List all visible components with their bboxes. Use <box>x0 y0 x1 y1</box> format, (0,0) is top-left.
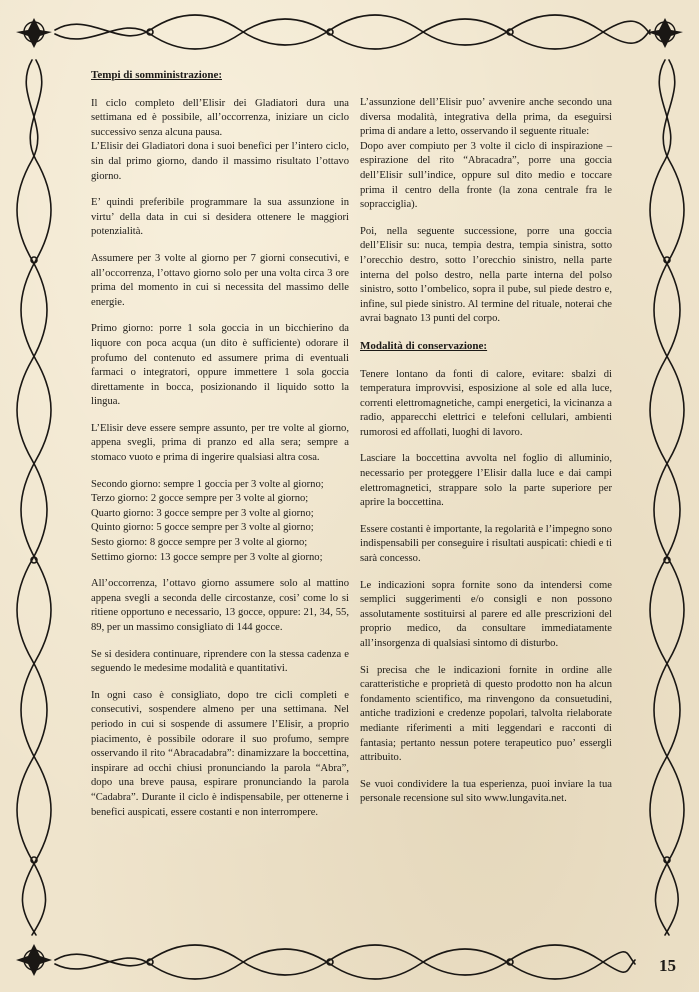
heading-storage: Modalità di conservazione: <box>360 339 488 352</box>
paragraph: Poi, nella seguente successione, porre una goccia dell’Elisir su: nuca, tempia destra, tempia sinistra, sotto l’orecchio destro, sotto l’orecchio sinistro, nella parte interna del polso destro, nella parte interna del polso sinistro, sotto l’ombelico, sopra il pube, sul piede destro e, infine, sul piede sinistro. Al termine del rituale, noterai che avrai bagnato 13 punti del corpo. <box>360 225 612 325</box>
paragraph: L’Elisir deve essere sempre assunto, per tre volte al giorno, appena svegli, prima di pranzo ed alla sera; sempre a stomaco vuoto e prima di ingerire qualsiasi altra cosa. <box>91 422 349 464</box>
heading-administration-times: Tempi di somministrazione: <box>91 69 222 81</box>
paragraph: Essere costanti è importante, la regolarità e l’impegno sono indispensabili per conseguire i risultati auspicati: chiedi e ti sarà concesso. <box>360 523 612 565</box>
paragraph: E’ quindi preferibile programmare la sua assunzione in virtu’ della data in cui si desidera ottenere le maggiori potenzialità. <box>91 197 349 238</box>
left-column <box>91 68 349 832</box>
list-item: Settimo giorno: 13 gocce sempre per 3 volte al giorno; <box>91 551 323 563</box>
list-item: Secondo giorno: sempre 1 goccia per 3 volte al giorno; <box>91 478 324 490</box>
paragraph: Se si desidera continuare, riprendere con la stessa cadenza e seguendo le medesime modalità e quantitativi. <box>91 648 349 675</box>
list-item: Quinto giorno: 5 gocce sempre per 3 volte al giorno; <box>91 522 314 534</box>
paragraph: Tenere lontano da fonti di calore, evitare: sbalzi di temperatura improvvisi, esposizione al sole ed alla luce, correnti elettromagnetiche, campi energetici, la vicinanza a radio, apparecchi elettrici e telefoni cellulari, ambienti rumorosi ed affollati, luoghi di lavoro. <box>360 368 612 438</box>
page-number: 15 <box>659 956 676 975</box>
paragraph: Le indicazioni sopra fornite sono da intendersi come semplici suggerimenti e/o consigli e non possono assolutamente sostituirsi al parere ed alle prescrizioni del proprio medico, da consultare immediatamente all’insorgenza di qualsiasi sintomo di disturbo. <box>360 579 612 649</box>
list-item: Sesto giorno: 8 gocce sempre per 3 volte al giorno; <box>91 537 308 549</box>
paragraph: All’occorrenza, l’ottavo giorno assumere solo al mattino appena svegli a seconda delle circostanze, cosi’ come lo si ritiene opportuno e necessario, 13 gocce, oppure: 21, 34, 55, 89, per un massimo consigliato di 144 gocce. <box>91 578 349 633</box>
paragraph: Se vuoi condividere la tua esperienza, puoi inviare la tua personale recensione sul sito www.lungavita.net. <box>360 778 612 805</box>
paragraph: Si precisa che le indicazioni fornite in ordine alle caratteristiche e proprietà di questo prodotto non ha alcun fondamento scientifico, ma rinvengono da consuetudini, antiche tradizioni e credenze popolari, talvolta rielaborate mediante riferimenti a miti leggendari e racconti di fantasia; pertanto nessun potere terapeutico puo’ essergli attribuito. <box>360 664 612 764</box>
dosage-schedule-list <box>91 478 349 566</box>
paragraph: Assumere per 3 volte al giorno per 7 giorni consecutivi, e all’occorrenza, l’ottavo giorno solo per una volta circa 3 ore prima del momento in cui si necessita del massimo delle energie. <box>91 252 349 308</box>
paragraph: L’Elisir dei Gladiatori dona i suoi benefici per l’intero ciclo, sin dal primo giorno, dando il massimo risultato l’ottavo giorno. <box>91 141 349 182</box>
paragraph: Lasciare la boccettina avvolta nel foglio di alluminio, necessario per proteggere l’Elisir dalla luce e dai campi elettromagnetici, strappare solo la parte superiore per aprire la boccettina. <box>360 453 612 509</box>
paragraph: Il ciclo completo dell’Elisir dei Gladiatori dura una settimana ed è possibile, all’occorrenza, iniziare un ciclo successivo senza alcuna pausa. <box>91 97 349 138</box>
paragraph: Dopo aver compiuto per 3 volte il ciclo di inspirazione – espirazione del rito “Abracadra”, porre una goccia dell’Elisir sull’indice, oppure sul dito medio e toccare prima il centro della fronte (la zona centrale fra le sopracciglia). <box>360 140 612 211</box>
paragraph: L’assunzione dell’Elisir puo’ avvenire anche secondo una diversa modalità, integrativa della prima, da eseguirsi prima di andare a letto, osservando il seguente rituale: <box>360 97 612 138</box>
list-item: Terzo giorno: 2 gocce sempre per 3 volte al giorno; <box>91 493 309 505</box>
paragraph: In ogni caso è consigliato, dopo tre cicli completi e consecutivi, sospendere almeno per una settimana. Nel periodo in cui si sospende di assumere l’Elisir, a proprio piacimento, è possibile odorare il suo profumo, sempre osservando il rito “Abracadabra”: dinamizzare la boccettina, inspirare ad occhi chiusi pronunciando la parola “Abra”, dopo una breve pausa, espirare pronunciando la parola “Cadabra”. Durante il ciclo è indispensabile, per ottenerne i benefici auspicati, essere costanti e non interrompere. <box>91 689 349 818</box>
list-item: Quarto giorno: 3 gocce sempre per 3 volte al giorno; <box>91 507 314 519</box>
paragraph: Primo giorno: porre 1 sola goccia in un bicchierino da liquore con poca acqua (un dito è sufficiente) odorare il profumo del contenuto ed assumere prima di eventuali farmaci o integratori, oppure immettere 1 sola goccia direttamente in bocca, posizionando il liquido sotto la lingua. <box>91 323 349 408</box>
right-column <box>360 68 612 819</box>
